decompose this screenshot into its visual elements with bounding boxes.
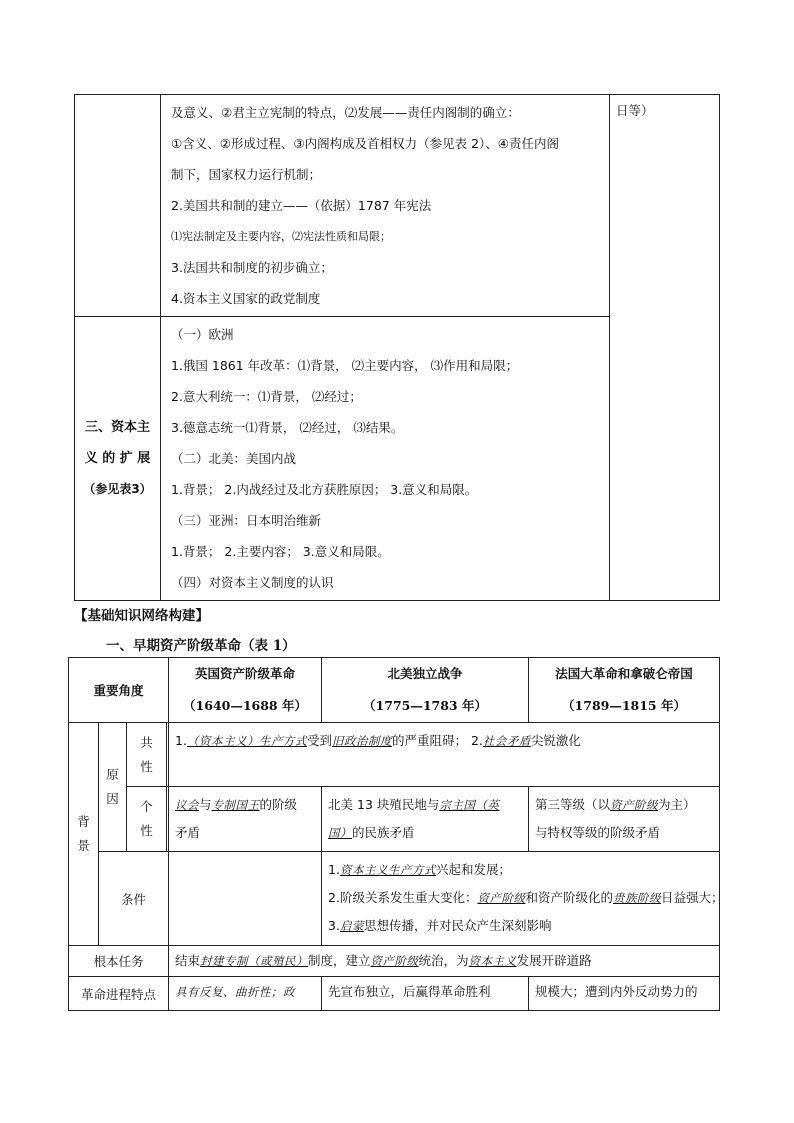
handwritten-text: 宗主国（英 (439, 798, 500, 812)
common-cause-content (169, 723, 720, 787)
column-years: （1640—1688 年） (183, 698, 307, 713)
outline-line: 制下，国家权力运行机制； (171, 167, 322, 182)
cause-label-text: 原 因 (106, 767, 119, 806)
background-label (69, 723, 99, 946)
handwritten-text: 资本主义 (468, 954, 517, 968)
outline-right-note (610, 95, 720, 601)
conditions-content (322, 852, 724, 946)
individual-cause-france (529, 787, 720, 852)
handwritten-text: 封建专制（或殖民） (200, 954, 309, 968)
column-name: 英国资产阶级革命 (195, 666, 296, 681)
text: 1. (175, 733, 187, 748)
section-label-line: 三、资本主 (84, 420, 150, 435)
handwritten-text: （资本主义）生产方式 (186, 734, 307, 748)
common-label (127, 723, 167, 787)
outline-line: 1.背景； 2.内战经过及北方获胜原因； 3.意义和局限。 (171, 482, 478, 497)
outline-table (74, 94, 720, 601)
process-row (69, 977, 720, 1011)
right-note-text: 日等） (616, 103, 654, 118)
outline-line: 2.意大利统一：⑴背景， ⑵经过； (171, 389, 362, 404)
outline-line: 及意义、②君主立宪制的特点，⑵发展——责任内阁制的确立： (171, 105, 520, 120)
text: 2.阶级关系发生重大变化： (328, 890, 478, 905)
header-row (69, 658, 720, 723)
outline-content-expansion (161, 317, 610, 601)
handwritten-text: 资产阶级 (477, 891, 526, 905)
text: 日益强大； (660, 890, 724, 905)
common-label-text: 共 性 (140, 734, 153, 774)
text: 与特权等级的阶级矛盾 (535, 825, 661, 840)
process-america: 先宣布独立，后赢得革命胜利 (322, 977, 529, 1011)
section-label-line: 义 的 扩 展 (84, 451, 151, 466)
column-header-england (169, 658, 322, 723)
outline-line: ①含义、②形成过程、③内阁构成及首相权力（参见表 2）、④责任内阁 (171, 136, 560, 151)
column-header-france (529, 658, 720, 723)
corner-header: 重要角度 (69, 658, 169, 723)
individual-label-text: 个 性 (140, 799, 153, 838)
common-cause-line (175, 727, 713, 755)
text: 发展开辟道路 (516, 953, 592, 968)
column-header-america (322, 658, 529, 723)
outline-line: 1.背景； 2.主要内容； 3.意义和局限。 (171, 544, 390, 559)
revolution-table (68, 657, 724, 1011)
outline-label-empty (75, 95, 161, 317)
handwritten-text: 资产阶级 (370, 954, 419, 968)
task-label: 根本任务 (69, 946, 169, 977)
outline-line: 3.法国共和制度的初步确立； (171, 260, 333, 275)
individual-cause-england (169, 787, 322, 852)
column-years: （1775—1783 年） (363, 698, 487, 713)
text: 统治，为 (418, 953, 469, 968)
handwritten-text: 旧政治制度 (331, 734, 392, 748)
conditions-row (69, 852, 720, 946)
cause-label (99, 723, 127, 852)
text: 矛盾 (175, 825, 201, 840)
text: 与 (199, 797, 212, 812)
individual-cause-row (69, 787, 720, 852)
text: 的民族矛盾 (352, 825, 415, 840)
handwritten-text: 资产阶级 (610, 798, 659, 812)
outline-row-polity (75, 95, 720, 317)
common-cause-row (69, 723, 720, 787)
spacer-cell (169, 852, 322, 946)
text: 第三等级（以 (535, 797, 611, 812)
outline-line: 1.俄国 1861 年改革：⑴背景， ⑵主要内容， ⑶作用和局限； (171, 358, 519, 373)
text: 受到 (306, 733, 332, 748)
conditions-label: 条件 (99, 852, 169, 946)
process-france: 规模大；遭到内外反动势力的 (529, 977, 720, 1011)
outline-line: （一）欧洲 (171, 327, 234, 342)
task-row (69, 946, 720, 977)
outline-line: （二）北美：美国内战 (171, 451, 297, 466)
text: 兴起和发展； (435, 862, 511, 877)
text: 制度，建立 (308, 953, 371, 968)
column-name: 法国大革命和拿破仑帝国 (555, 666, 693, 681)
text: 北美 13 块殖民地与 (328, 797, 440, 812)
process-label: 革命进程特点 (69, 977, 169, 1011)
section-subheading: 一、早期资产阶级革命（表 1） (106, 638, 296, 654)
task-content (169, 946, 720, 977)
handwritten-text: 社会矛盾 (482, 734, 531, 748)
column-years: （1789—1815 年） (562, 698, 686, 713)
process-england (169, 977, 322, 1011)
section-label-line: （参见表3） (83, 482, 152, 496)
handwritten-text: 国） (328, 826, 353, 840)
text: 尖锐激化 (530, 733, 581, 748)
handwritten-text: 专制国王 (211, 798, 260, 812)
text: 的严重阻碍； 2. (391, 733, 483, 748)
outline-content-polity (161, 95, 610, 317)
text: 思想传播，并对民众产生深刻影响 (363, 918, 552, 933)
handwritten-text: 议会 (175, 798, 200, 812)
outline-line: 4.资本主义国家的政党制度 (171, 291, 321, 306)
text: 为主） (658, 797, 696, 812)
text: 的阶级 (259, 797, 298, 812)
column-name: 北美独立战争 (387, 666, 463, 681)
text: 和资产阶级化的 (525, 890, 613, 905)
outline-line: （四）对资本主义制度的认识 (171, 575, 334, 590)
outline-line: （三）亚洲：日本明治维新 (171, 513, 322, 528)
outline-line: 3.德意志统一⑴背景， ⑵经过， ⑶结果。 (171, 420, 404, 435)
handwritten-text: 贵族阶级 (612, 891, 661, 905)
section-heading: 【基础知识网络构建】 (74, 608, 209, 624)
section-label-expansion (75, 317, 161, 601)
background-label-text: 背 景 (77, 814, 90, 853)
handwritten-text: 启蒙 (339, 919, 364, 933)
outline-line: 2.美国共和制的建立——（依据）1787 年宪法 (171, 198, 432, 213)
handwritten-text: 具有反复、曲折性；政 (175, 985, 296, 999)
outline-line: ⑴宪法制定及主要内容，⑵宪法性质和局限； (171, 230, 391, 243)
individual-label (127, 787, 167, 852)
text: 3. (328, 918, 340, 933)
text: 结束 (175, 953, 201, 968)
text: 1. (328, 862, 340, 877)
handwritten-text: 资本主义生产方式 (339, 863, 436, 877)
individual-cause-america (322, 787, 529, 852)
